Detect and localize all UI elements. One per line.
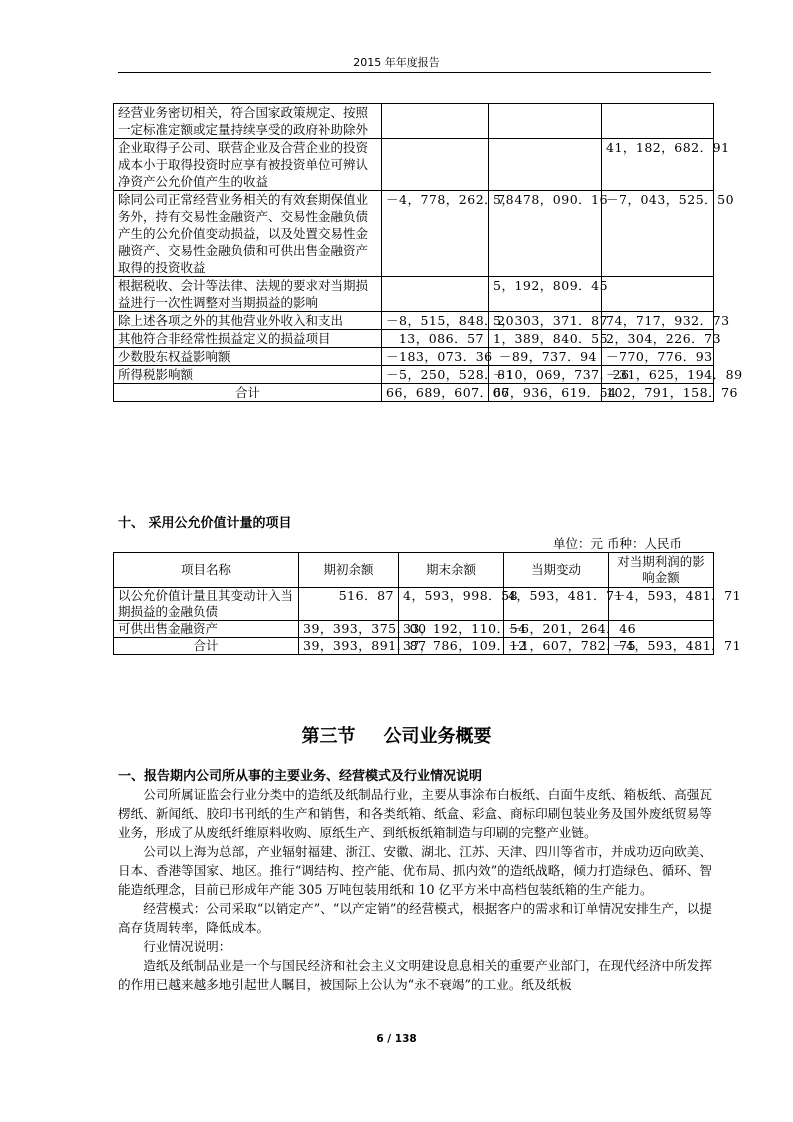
row-value-2015: 13，086．57 [382,330,489,348]
chapter-title: 公司业务概要 [383,726,492,747]
row-item-label: 少数股东权益影响额 [114,348,382,366]
row-value-change: 4，593，481．71 [504,588,609,621]
header-divider [118,72,711,73]
paragraph: 公司所属证监会行业分类中的造纸及纸制品行业，主要从事涂布白板纸、白面牛皮纸、箱板纸、高强瓦楞纸、新闻纸、胶印书刊纸的生产和销售，和各类纸箱、纸盒、彩盒、商标印刷包装业务及国外废纸贸易等业务，形成了从废纸纤维原料收购、原纸生产、到纸板纸箱制造与印刷的完整产业链。 [118,787,712,840]
total-change: －1，607，782．75 [504,638,609,655]
row-item-label: 经营业务密切相关，符合国家政策规定、按照一定标准定额或定量持续享受的政府补助除外 [114,104,382,139]
row-value-2015: －8，515，848．20 [382,312,489,330]
col-header-name: 项目名称 [114,553,299,588]
section-title-fair-value: 十、 采用公允价值计量的项目 [118,516,292,531]
row-value-2014: 5，192，809．45 [489,277,602,312]
total-2014: 67，936，619．54 [489,384,602,402]
row-item-label: 除上述各项之外的其他营业外收入和支出 [114,312,382,330]
row-value-2013: －7，043，525．50 [602,191,714,277]
row-value-2014: 5，478，090．16 [489,191,602,277]
business-overview-text [118,785,712,994]
chapter-number: 第三节 [301,726,356,747]
table-row [114,621,714,638]
table-row [114,191,714,277]
row-value-begin: 516．87 [299,588,399,621]
table-header-row [114,553,714,588]
col-header-begin: 期初余额 [299,553,399,588]
row-value-2014: －10，069，737．26 [489,366,602,384]
total-2013: 102，791，158．76 [602,384,714,402]
row-item-label: 其他符合非经常性损益定义的损益项目 [114,330,382,348]
chapter-heading [0,722,793,748]
total-begin: 39，393，891．87 [299,638,399,655]
row-item-label: 企业取得子公司、联营企业及合营企业的投资成本小于取得投资时应享有被投资单位可辨认净资产公允价值产生的收益 [114,139,382,191]
unit-currency-note: 单位：元 币种：人民币 [553,536,682,551]
row-item-label: 根据税收、会计等法律、法规的要求对当期损益进行一次性调整对当期损益的影响 [114,277,382,312]
table-row [114,588,714,621]
paragraph: 公司以上海为总部，产业辐射福建、浙江、安徽、湖北、江苏、天津、四川等省市，并成功迈向欧美、日本、香港等国家、地区。推行“调结构、控产能、优布局、抓内效”的造纸战略，倾力打造绿色、循环、智能造纸理念，目前已形成年产能 305 万吨包装用纸和 10 亿平方米中高档包装纸箱的生产能力。 [118,844,712,897]
row-value-2015: －183，073．36 [382,348,489,366]
row-value-2015 [382,104,489,139]
total-end: 37，786，109．12 [399,638,504,655]
paragraph: 造纸及纸制品业是一个与国民经济和社会主义文明建设息息相关的重要产业部门，在现代经济中所发挥的作用已越来越多地引起世人瞩目，被国际上公认为“永不衰竭”的工业。纸及纸板 [118,958,712,992]
table-total-row [114,384,714,402]
total-label: 合计 [114,384,382,402]
row-value-impact: －4，593，481．71 [609,588,714,621]
col-header-impact: 对当期利润的影响金额 [609,553,714,588]
page-number: 6 / 138 [376,1033,417,1045]
col-header-end: 期末余额 [399,553,504,588]
row-value-begin: 39，393，375．00 [299,621,399,638]
row-value-2015: －4，778，262．78 [382,191,489,277]
table-row [114,104,714,139]
row-value-2015 [382,277,489,312]
row-value-2014 [489,104,602,139]
row-value-2013: －770，776．93 [602,348,714,366]
row-item-label: 除同公司正常经营业务相关的有效套期保值业务外，持有交易性金融资产、交易性金融负债产生的公允价值变动损益，以及处置交易性金融资产、交易性金融负债和可供出售金融资产取得的投资收益 [114,191,382,277]
row-value-2014: 5，303，371．87 [489,312,602,330]
row-item-name: 可供出售金融资产 [114,621,299,638]
row-value-2015 [382,139,489,191]
non-recurring-gains-table [113,103,743,402]
table-row [114,330,714,348]
row-value-end: 4，593，998．58 [399,588,504,621]
total-impact: －4，593，481．71 [609,638,714,655]
row-value-2013: 74，717，932．73 [602,312,714,330]
row-item-name: 以公允价值计量且其变动计入当期损益的金融负债 [114,588,299,621]
row-item-label: 所得税影响额 [114,366,382,384]
row-value-2013: 41，182，682．91 [602,139,714,191]
table-row [114,312,714,330]
total-label: 合计 [114,638,299,655]
row-value-2013 [602,277,714,312]
row-value-2013: －31，625，194．89 [602,366,714,384]
table-row [114,277,714,312]
row-value-2013 [602,104,714,139]
paragraph: 经营模式：公司采取“以销定产”、“以产定销”的经营模式，根据客户的需求和订单情况安排生产，以提高存货周转率，降低成本。 [118,901,712,935]
row-value-2013: 2，304，226．73 [602,330,714,348]
table-row [114,348,714,366]
table-total-row [114,638,714,655]
row-value-2015: －5，250，528．81 [382,366,489,384]
paragraph: 行业情况说明： [143,939,232,954]
row-value-end: 33，192，110．54 [399,621,504,638]
fair-value-table [113,552,742,655]
table-row [114,139,714,191]
row-value-2014 [489,139,602,191]
row-value-change: －6，201，264．46 [504,621,609,638]
total-2015: 66，689，607．06 [382,384,489,402]
page-header: 2015 年年度报告 [353,56,440,69]
row-value-2014: －89，737．94 [489,348,602,366]
row-value-2014: 1，389，840．55 [489,330,602,348]
col-header-change: 当期变动 [504,553,609,588]
subsection-title: 一、报告期内公司所从事的主要业务、经营模式及行业情况说明 [118,769,483,784]
table-row [114,366,714,384]
